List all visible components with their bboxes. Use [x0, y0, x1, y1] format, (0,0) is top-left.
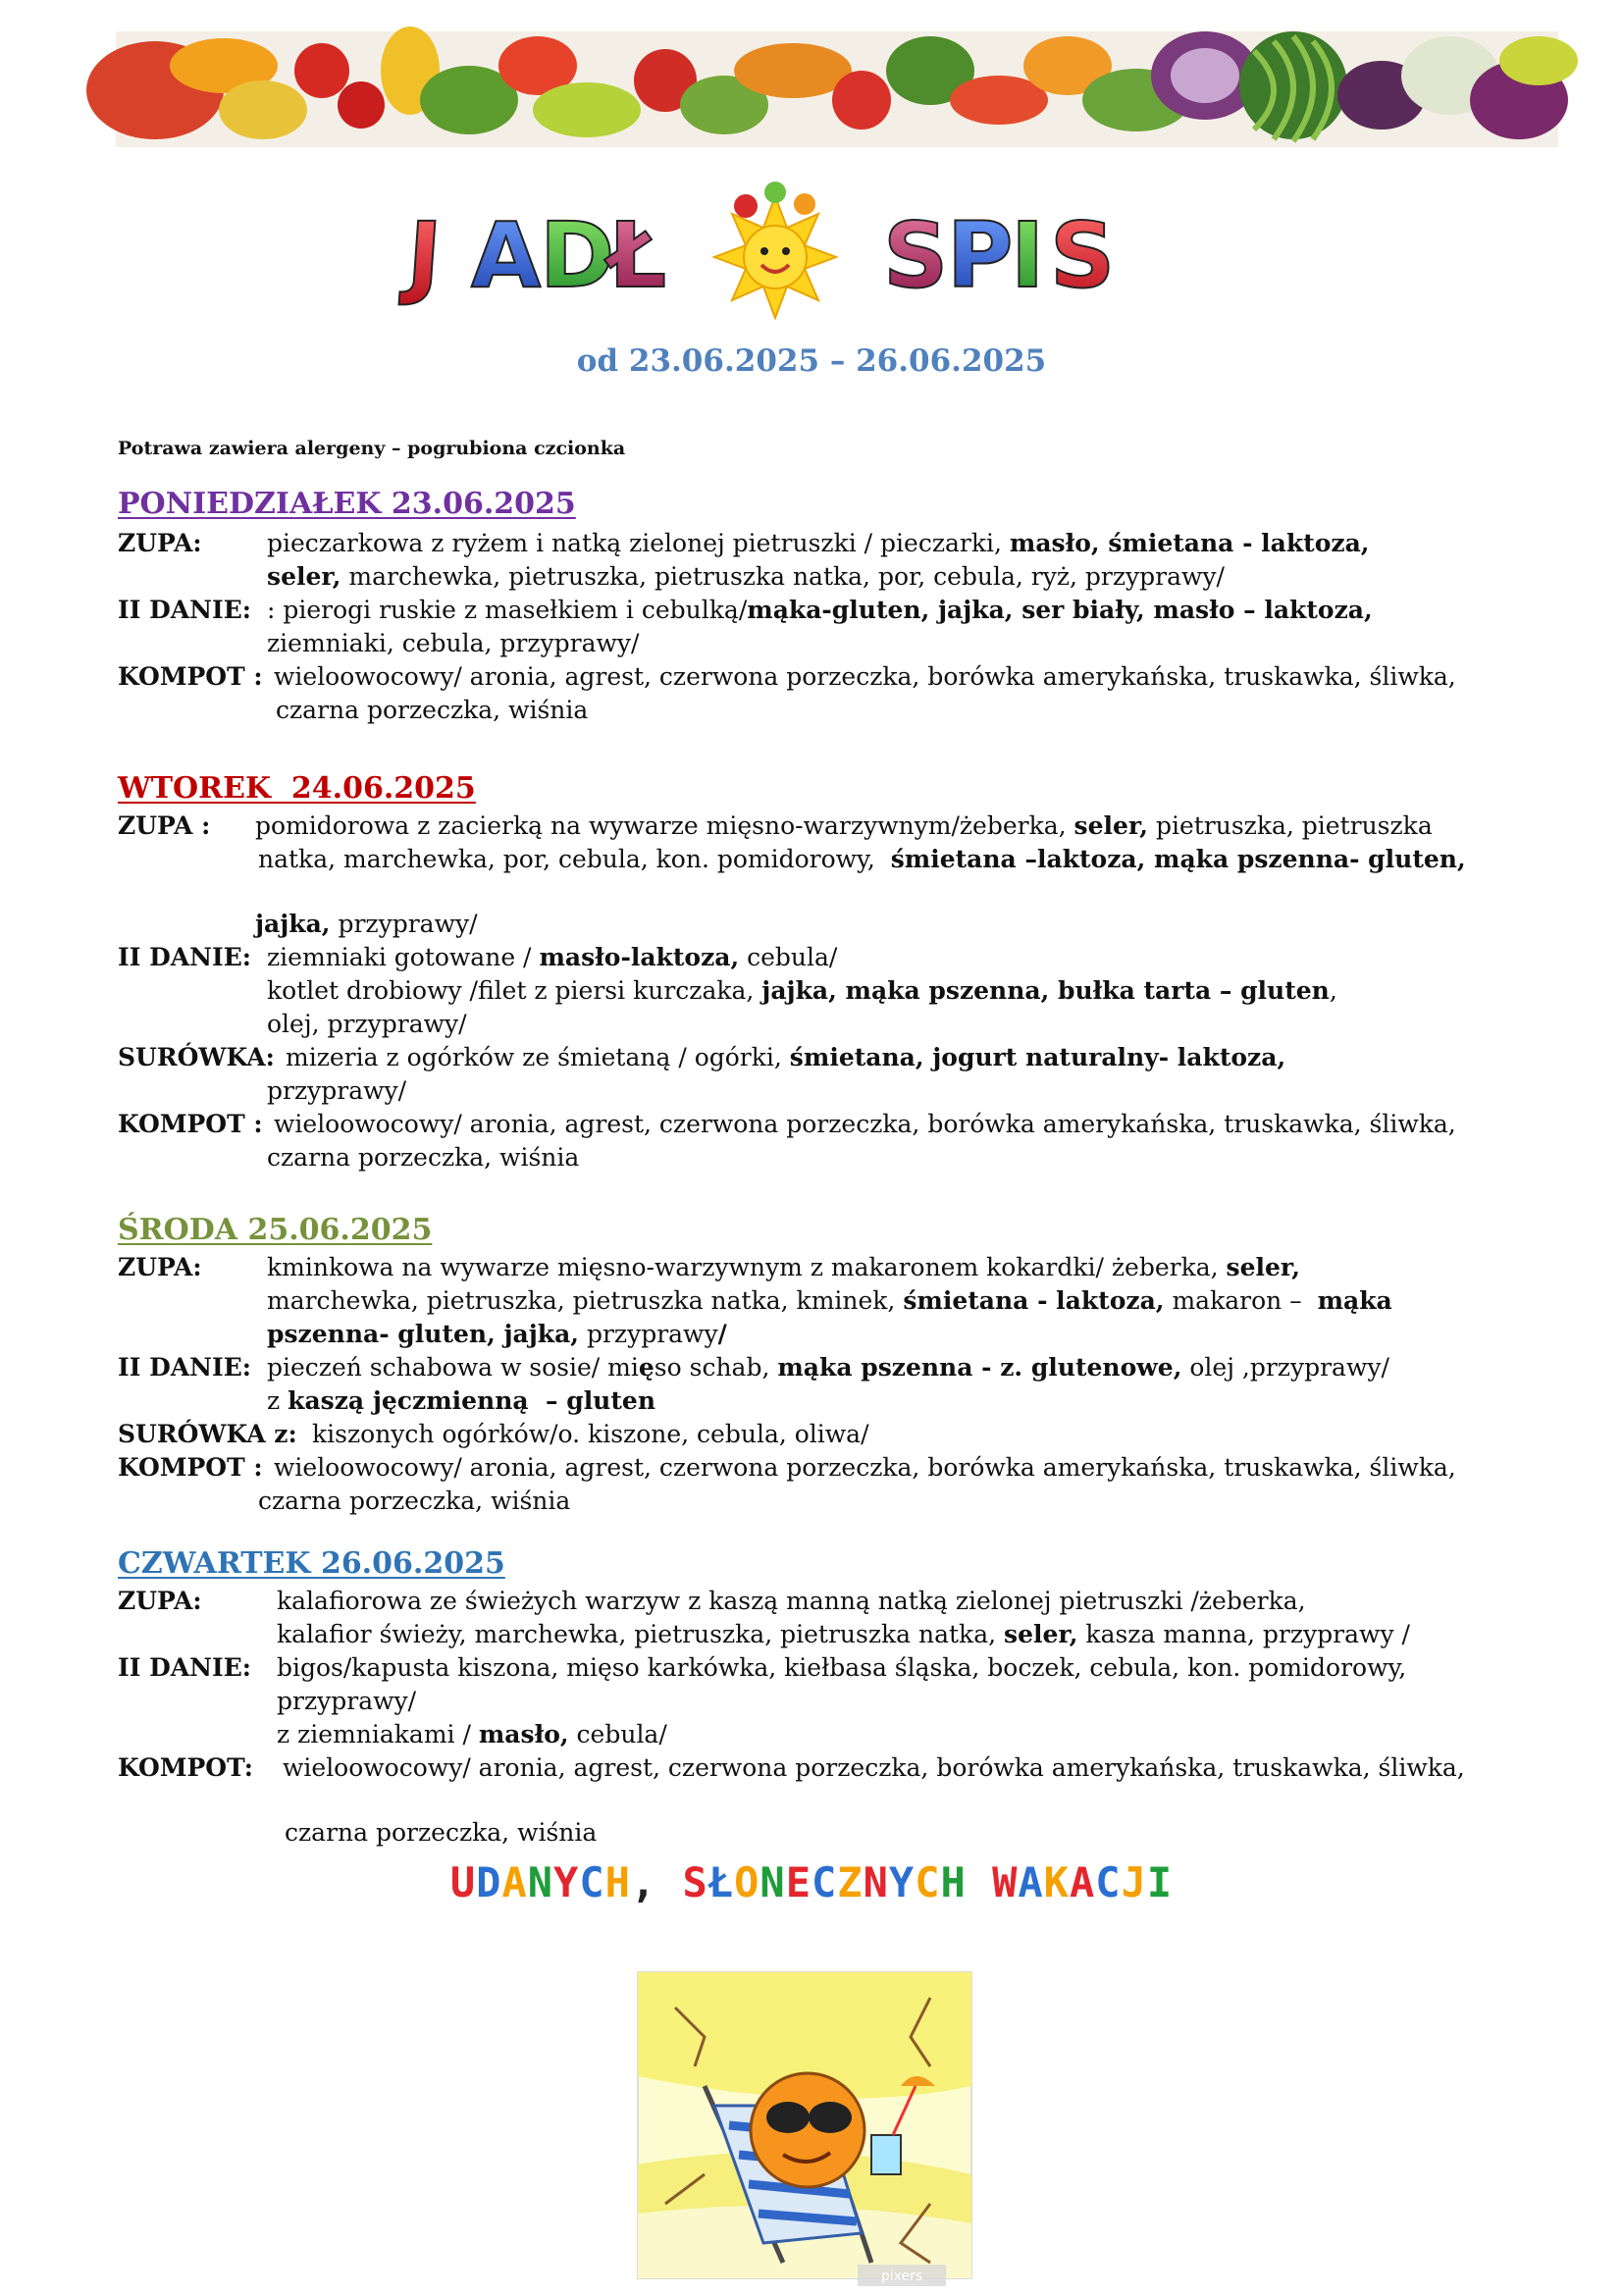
label-kompot: KOMPOT : [118, 1453, 263, 1482]
label-ii-danie: II DANIE: [118, 596, 251, 624]
sun-in-deckchair-icon [636, 1968, 977, 2292]
holiday-letter: C [915, 1858, 941, 1906]
svg-text:D: D [540, 203, 615, 308]
holiday-wishes [0, 1858, 1623, 1906]
day-heading-monday: PONIEDZIAŁEK 23.06.2025 [118, 487, 576, 521]
menu-line: kalafior świeży, marchewka, pietruszka, pietruszka natka, seler, kasza manna, przyprawy / [277, 1620, 1410, 1648]
menu-line: wieloowocowy/ aronia, agrest, czerwona porzeczka, borówka amerykańska, truskawka, śliwka, [283, 1753, 1465, 1782]
menu-line: seler, marchewka, pietruszka, pietruszka natka, por, cebula, ryż, przyprawy/ [267, 562, 1225, 591]
menu-line: czarna porzeczka, wiśnia [285, 1818, 598, 1847]
menu-line: pieczarkowa z ryżem i natką zielonej pietruszki / pieczarki, masło, śmietana - laktoza, [267, 529, 1370, 557]
date-range: od 23.06.2025 – 26.06.2025 [576, 343, 1047, 379]
label-ii-danie: II DANIE: [118, 1653, 251, 1682]
holiday-letter: U [449, 1858, 477, 1906]
menu-line: jajka, przyprawy/ [255, 910, 478, 938]
holiday-letter: Y [553, 1858, 580, 1906]
vegetables-banner-icon [116, 31, 1558, 147]
label-kompot: KOMPOT : [118, 662, 263, 691]
label-zupa: ZUPA : [118, 811, 211, 840]
holiday-letter: H [940, 1858, 967, 1906]
menu-line: wieloowocowy/ aronia, agrest, czerwona porzeczka, borówka amerykańska, truskawka, śliwka, [274, 662, 1456, 691]
svg-text:A: A [471, 203, 542, 308]
holiday-letter [656, 1858, 682, 1906]
menu-line: bigos/kapusta kiszona, mięso karkówka, kiełbasa śląska, boczek, cebula, kon. pomidorowy, [277, 1653, 1407, 1682]
menu-line: czarna porzeczka, wiśnia [276, 696, 589, 724]
menu-line: z kaszą jęczmienną – gluten [267, 1386, 655, 1415]
jadlospis-logo-icon [403, 188, 1207, 308]
menu-line: : pierogi ruskie z masełkiem i cebulką/mąka-gluten, jajka, ser biały, masło – laktoza, [267, 596, 1373, 624]
label-surowka: SURÓWKA z: [118, 1420, 297, 1448]
label-surowka: SURÓWKA: [118, 1043, 275, 1071]
holiday-letter: E [785, 1858, 812, 1906]
label-zupa: ZUPA: [118, 529, 202, 557]
holiday-letter: C [812, 1858, 838, 1906]
svg-text:P: P [947, 203, 1014, 308]
label-zupa: ZUPA: [118, 1253, 202, 1281]
day-heading-wednesday: ŚRODA 25.06.2025 [118, 1213, 433, 1247]
menu-line: przyprawy/ [277, 1687, 417, 1715]
watermark-text: pixers [880, 2269, 923, 2284]
svg-text:I: I [1011, 203, 1045, 308]
sun-deckchair-picture [636, 1968, 977, 2292]
day-heading-tuesday: WTOREK 24.06.2025 [118, 771, 476, 806]
label-kompot: KOMPOT : [118, 1110, 263, 1138]
menu-line: kalafiorowa ze świeżych warzyw z kaszą manną natką zielonej pietruszki /żeberka, [277, 1587, 1306, 1615]
svg-text:Ł: Ł [608, 203, 667, 308]
holiday-letter: A [501, 1858, 528, 1906]
menu-line: kminkowa na wywarze mięsno-warzywnym z makaronem kokardki/ żeberka, seler, [267, 1253, 1300, 1281]
holiday-letter: C [579, 1858, 605, 1906]
menu-line: natka, marchewka, por, cebula, kon. pomidorowy, śmietana –laktoza, mąka pszenna- gluten, [258, 845, 1466, 873]
menu-line: wieloowocowy/ aronia, agrest, czerwona porzeczka, borówka amerykańska, truskawka, śliwka, [274, 1110, 1456, 1138]
label-ii-danie: II DANIE: [118, 943, 251, 971]
holiday-letter: , [630, 1858, 657, 1906]
menu-line: pomidorowa z zacierką na wywarze mięsno-warzywnym/żeberka, seler, pietruszka, pietruszka [255, 811, 1433, 840]
label-zupa: ZUPA: [118, 1587, 202, 1615]
holiday-letter: Ł [707, 1858, 735, 1906]
label-kompot: KOMPOT: [118, 1753, 254, 1782]
menu-line: pszenna- gluten, jajka, przyprawy/ [267, 1320, 727, 1348]
jadlospis-logo [403, 188, 1207, 308]
menu-line: olej, przyprawy/ [267, 1010, 467, 1038]
holiday-letter: C [1095, 1858, 1122, 1906]
holiday-letter: N [759, 1858, 786, 1906]
holiday-letter: H [604, 1858, 631, 1906]
day-heading-thursday: CZWARTEK 26.06.2025 [118, 1546, 505, 1581]
menu-line: kotlet drobiowy /filet z piersi kurczaka, jajka, mąka pszenna, bułka tarta – gluten, [267, 976, 1337, 1005]
svg-text:S: S [1050, 203, 1116, 308]
svg-text:S: S [883, 203, 949, 308]
holiday-letter: K [1043, 1858, 1070, 1906]
holiday-letter [967, 1858, 992, 1906]
svg-text:J: J [403, 203, 445, 308]
holiday-letter: N [863, 1858, 889, 1906]
menu-line: kiszonych ogórków/o. kiszone, cebula, oliwa/ [312, 1420, 869, 1448]
holiday-letter: A [1018, 1858, 1044, 1906]
holiday-letter: O [734, 1858, 760, 1906]
menu-line: marchewka, pietruszka, pietruszka natka, kminek, śmietana - laktoza, makaron – mąka [267, 1286, 1392, 1315]
menu-line: z ziemniakami / masło, cebula/ [277, 1720, 667, 1748]
holiday-letter: Y [888, 1858, 916, 1906]
menu-line: czarna porzeczka, wiśnia [267, 1143, 580, 1172]
vegetables-banner-image [116, 31, 1558, 147]
menu-line: przyprawy/ [267, 1076, 407, 1105]
holiday-letter: A [1069, 1858, 1096, 1906]
holiday-letter: Z [837, 1858, 864, 1906]
smiling-sun-icon [714, 182, 836, 318]
holiday-letter: J [1121, 1858, 1147, 1906]
holiday-letter: W [992, 1858, 1019, 1906]
holiday-letter: S [682, 1858, 708, 1906]
holiday-letter: I [1146, 1858, 1174, 1906]
menu-line: mizeria z ogórków ze śmietaną / ogórki, śmietana, jogurt naturalny- laktoza, [286, 1043, 1286, 1071]
menu-line: czarna porzeczka, wiśnia [258, 1487, 571, 1515]
menu-line: wieloowocowy/ aronia, agrest, czerwona porzeczka, borówka amerykańska, truskawka, śliwka, [274, 1453, 1456, 1482]
allergen-note: Potrawa zawiera alergeny – pogrubiona czcionka [118, 438, 626, 459]
menu-line: ziemniaki gotowane / masło-laktoza, cebula/ [267, 943, 838, 971]
label-ii-danie: II DANIE: [118, 1353, 251, 1382]
menu-line: ziemniaki, cebula, przyprawy/ [267, 629, 640, 657]
holiday-letter: D [476, 1858, 502, 1906]
menu-line: pieczeń schabowa w sosie/ mięso schab, mąka pszenna - z. glutenowe, olej ,przyprawy/ [267, 1353, 1389, 1382]
holiday-letter: N [527, 1858, 554, 1906]
